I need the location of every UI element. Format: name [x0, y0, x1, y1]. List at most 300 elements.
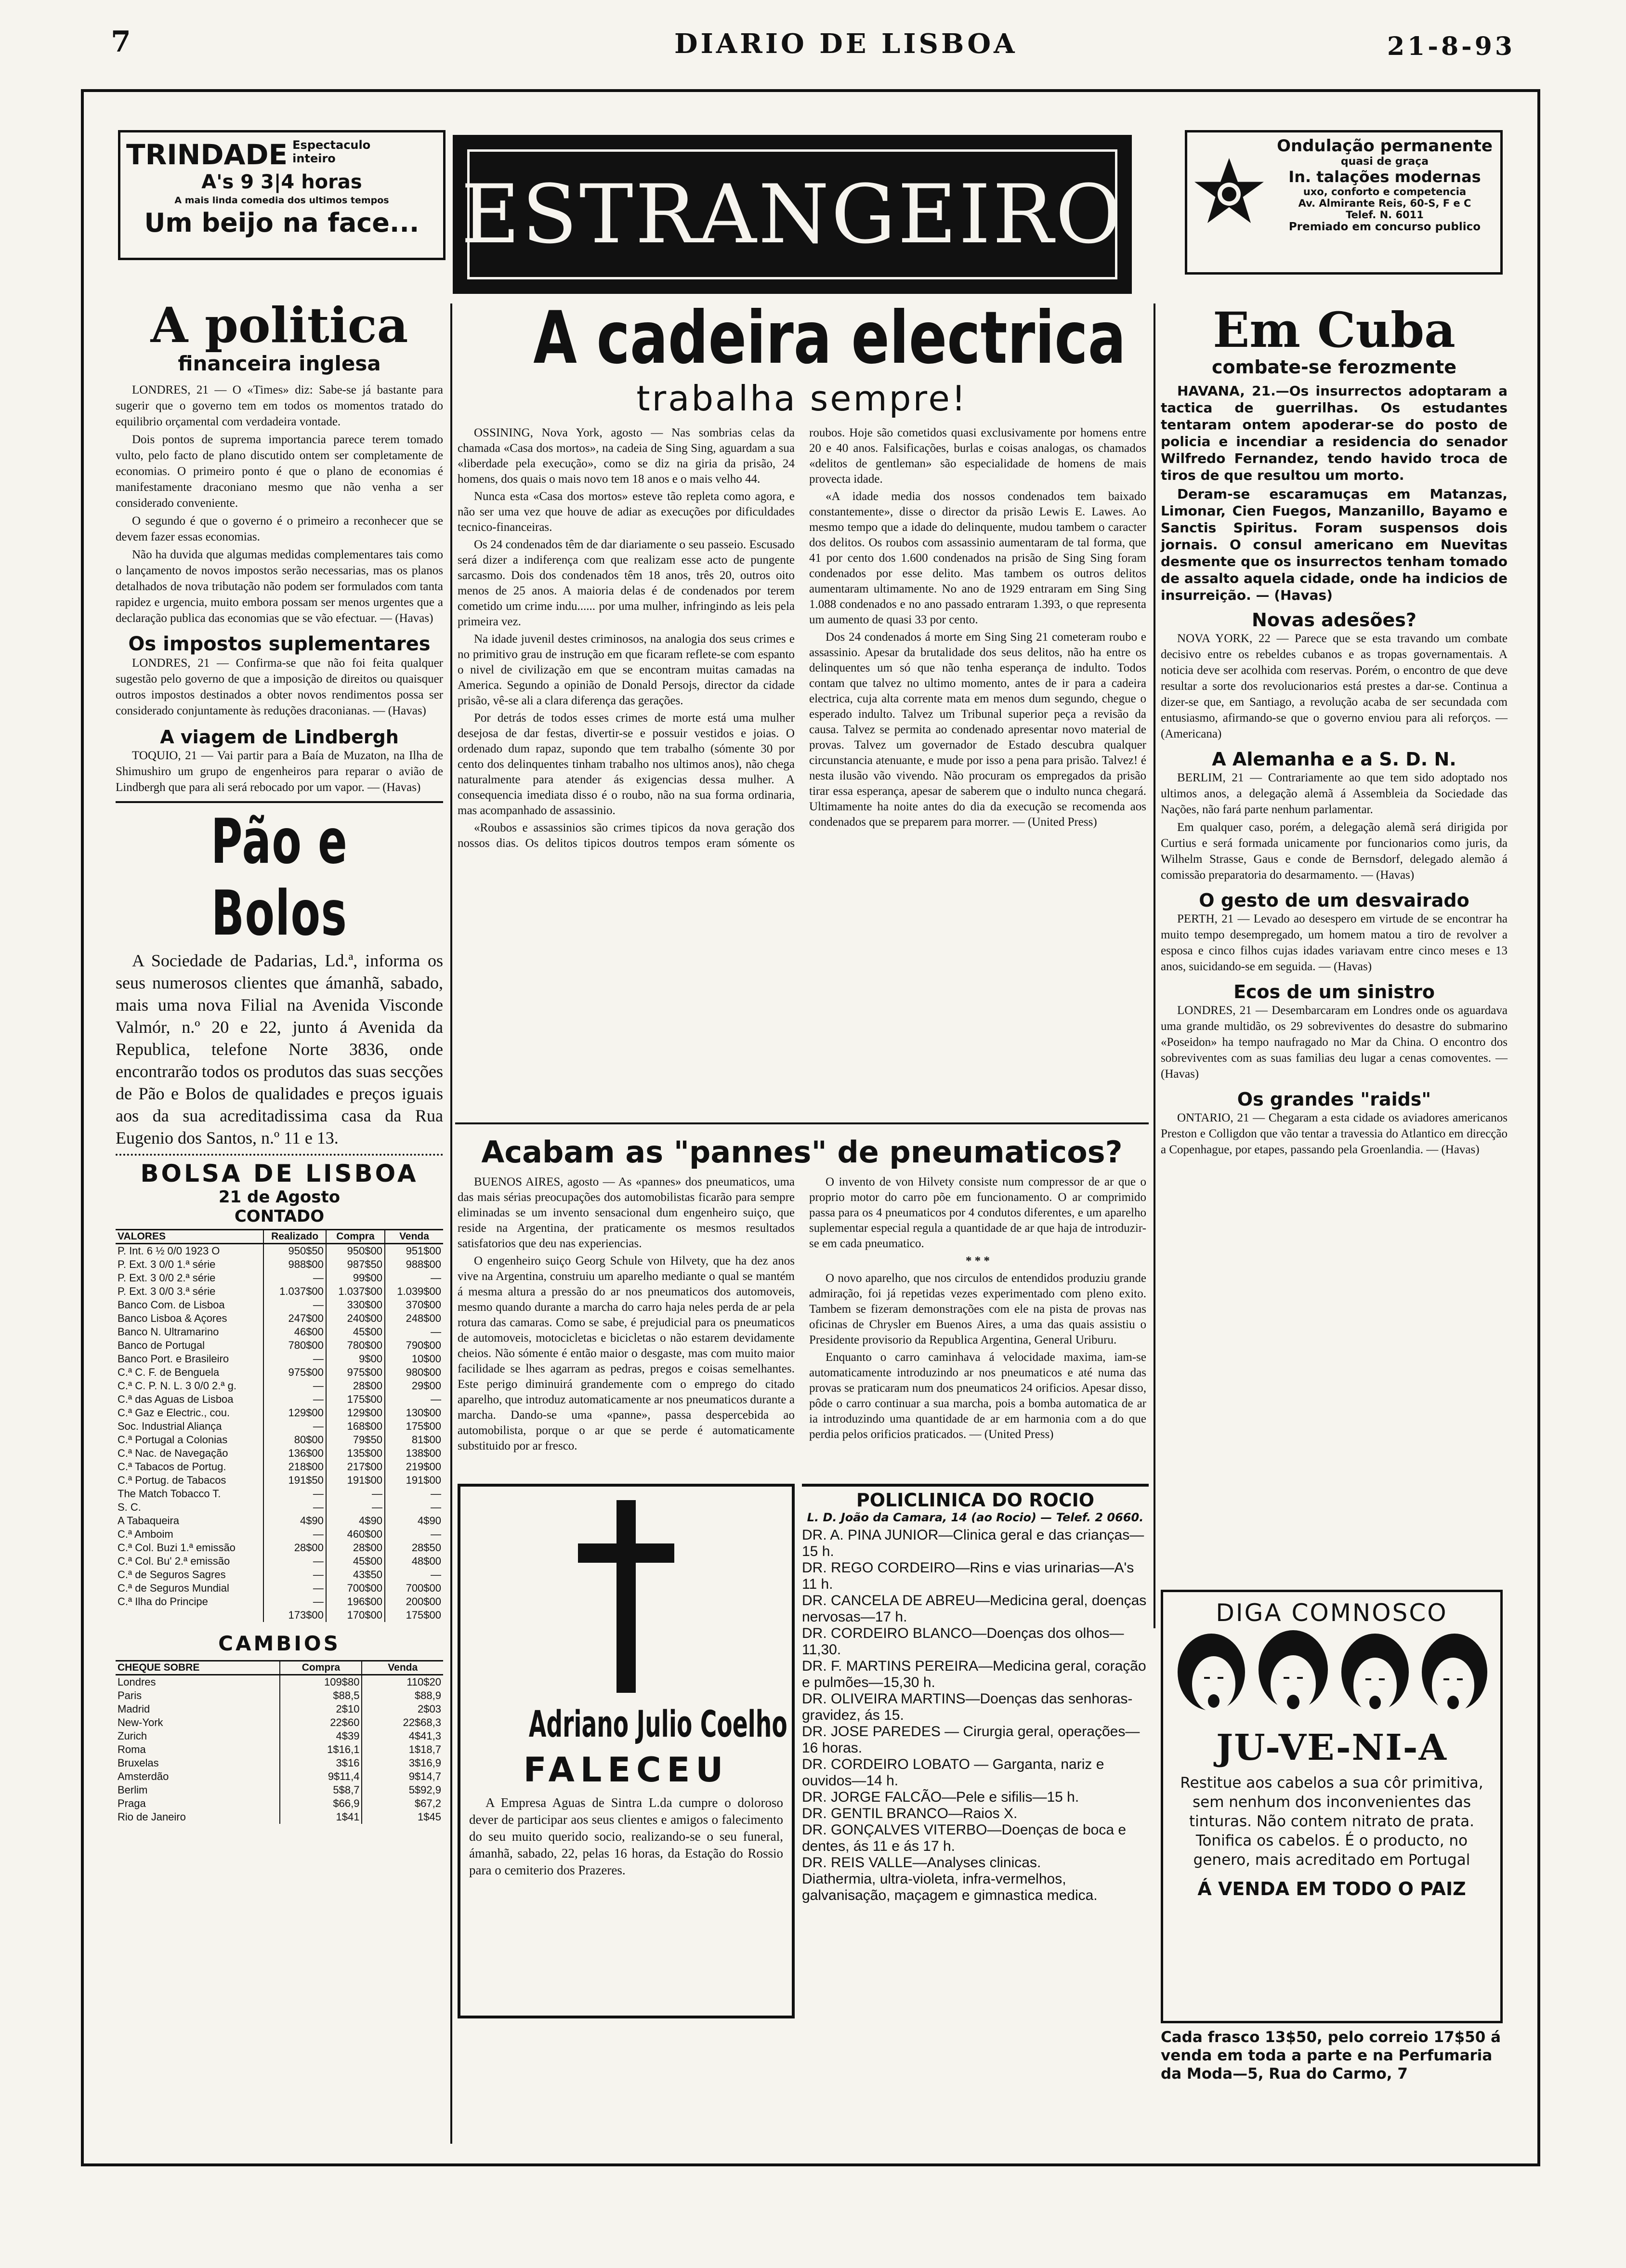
paragraph: LONDRES, 21 — O «Times» diz: Sabe-se já bastante para sugerir que o governo tem em todos os momentos tratado do equilibrio orçamental com verdadeira vontade. [116, 383, 443, 428]
table-cell: C.ª Amboim [118, 1528, 173, 1540]
column-rule [450, 303, 452, 2144]
singing-faces-illustration [1173, 1629, 1491, 1725]
table-row [116, 1366, 443, 1379]
list-item: DR. GONÇALVES VITERBO—Doenças de boca e dentes, ás 11 e ás 17 h. [802, 1822, 1127, 1854]
table-cell: $88,5 [280, 1689, 362, 1702]
table-row [116, 1339, 443, 1352]
table-row [116, 1582, 443, 1595]
policlinica-title: POLICLINICA DO ROCIO [856, 1490, 1095, 1511]
paragraph: O engenheiro suiço Georg Schule von Hilvety, que ha dez anos vive na Argentina, construiu um aparelho mediante o qual se mantém á mesma altura a pressão do ar nos pneumaticos dos automoveis, mesmo quando durante a marcha do carro haja neles perda de ar pela rotura das camaras. Como se sabe, é prejudicial para os pneumaticos de automoveis, motocicletas e bicicletas o não estarem devidamente cheios. Não sómente é então maior o desgaste, mas com muito maior facilidade se lhes agarram as pedras, pregos e coisas semelhantes. Este perigo diminuirá grandemente com o emprego do citado aparelho, que introduz automaticamente ar nos pneumaticos durante a marcha. Dando-se uma «panne», passa despercebida ao automobilista, porque o ar que se perde é automaticamente substituido por ar fresco. [458, 1254, 795, 1452]
table-cell: — [385, 1393, 443, 1406]
list-item: DR. JORGE FALCÃO—Pele e sifilis—15 h. [802, 1789, 1079, 1805]
table-cell: $88,9 [362, 1689, 443, 1702]
ad-ondulacao-title: Ondulação permanente [1277, 136, 1493, 156]
table-cell: 790$00 [385, 1339, 443, 1352]
table-cell: 110$20 [362, 1675, 443, 1689]
table-cell: — [263, 1582, 326, 1595]
table-row [116, 1743, 443, 1756]
star-emblem-icon [1193, 157, 1265, 229]
table-cell: 950$00 [326, 1244, 385, 1258]
ad-line: uxo, conforto e competencia [1303, 186, 1467, 198]
table-cell: Rio de Janeiro [118, 1811, 186, 1823]
table-cell: P. Int. 6 ½ 0/0 1923 O [118, 1245, 220, 1257]
table-cell: Banco Lisboa & Açores [118, 1312, 227, 1324]
table-cell: P. Ext. 3 0/0 1.ª série [118, 1258, 216, 1270]
table-cell: Soc. Industrial Aliança [118, 1420, 222, 1432]
table-cell: 330$00 [326, 1298, 385, 1312]
table-cell: C.ª Ilha do Principe [118, 1596, 208, 1608]
table-cell: 43$50 [326, 1568, 385, 1582]
table-row [116, 1756, 443, 1770]
table-cell: — [263, 1352, 326, 1366]
paragraph: NOVA YORK, 22 — Parece que se esta travando um combate decisivo entre os rebeldes cubanos e as tropas governamentais. A noticia deve ser acolhida com reservas. Porém, o encontro de que deve resultar a sorte dos revolucionarios está prestes a dar-se. Continua a dizer-se que, em Santiago, a revolução acaba de ser secundada com entusiasmo, afirmando-se que o governo enviou para ali reforços. — (Americana) [1161, 632, 1508, 740]
table-cell: 46$00 [263, 1325, 326, 1339]
table-cell: 1$18,7 [362, 1743, 443, 1756]
paragraph: O invento de von Hilvety consiste num compressor de ar que o proprio motor do carro põe em funcionamento. O ar comprimido passa para os 4 pneumaticos por 4 condutos diferentes, e um aparelho suplementar especial regula a quantidade de ar que haja de introduzir-se em cada pneumatico. [809, 1175, 1146, 1250]
ad-line: quasi de graça [1340, 156, 1429, 168]
ad-tagline: A mais linda comedia dos ultimos tempos [174, 195, 389, 206]
table-cell: 28$00 [326, 1379, 385, 1393]
list-item: DR. GENTIL BRANCO—Raios X. [802, 1806, 1018, 1821]
table-cell: 200$00 [385, 1595, 443, 1609]
table-cell: 700$00 [326, 1582, 385, 1595]
paragraph: «Roubos e assassinios são crimes tipicos da nova geração dos nossos dias. Os delitos tipicos doutros tempos eram sómente os roubos. Hoje são cometidos quasi exclusivamente por homens entre 20 e 40 anos. Falsificações, burlas e coisas analogas, os chamados «delitos de gentleman» são especialidade de homens de mais provecta idade. [458, 426, 1146, 850]
table-row [116, 1406, 443, 1420]
table-cell: 950$50 [263, 1244, 326, 1258]
table-row [116, 1555, 443, 1568]
table-cell: — [263, 1379, 326, 1393]
table-cell: 240$00 [326, 1312, 385, 1325]
policlinica-address: L. D. João da Camara, 14 (ao Rocio) — Telef. 2 0660. [807, 1511, 1144, 1524]
paragraph: BERLIM, 21 — Contrariamente ao que tem sido adoptado nos ultimos anos, a delegação alemã á Assembleia da Sociedade das Nações, não fará parte nenhum parlamentar. [1161, 771, 1508, 816]
table-row [116, 1244, 443, 1258]
table-cell: — [263, 1271, 326, 1285]
table-cell: Banco de Portugal [118, 1339, 205, 1351]
list-item: DR. CANCELA DE ABREU—Medicina geral, doenças nervosas—17 h. [802, 1593, 1147, 1625]
list-item: DR. JOSE PAREDES — Cirurgia geral, operações—16 horas. [802, 1724, 1140, 1756]
table-cell: 99$00 [326, 1271, 385, 1285]
table-cell: C.ª de Seguros Mundial [118, 1582, 229, 1594]
table-cell: 129$00 [326, 1406, 385, 1420]
table-cell: C.ª Portug. de Tabacos [118, 1474, 226, 1486]
cadeira-body [458, 425, 1146, 1100]
table-cell: P. Ext. 3 0/0 3.ª série [118, 1285, 216, 1297]
paragraph: Os 24 condenados têm de dar diariamente o seu passeio. Escusado será dizer a indiferença com que realizam esse acto de pungente sarcasmo. Dois dos condenados têm 18 anos, três 20, outros oito menos de 25 anos. A maioria delas é de condenados por terem cometido um crime indu...... por uma mulher, infringindo as leis pela primeira vez. [458, 538, 795, 628]
table-cell: 3$16 [280, 1756, 362, 1770]
table-cell: 28$50 [385, 1541, 443, 1555]
table-cell: 28$00 [326, 1541, 385, 1555]
ad-line: Premiado em concurso publico [1288, 221, 1481, 233]
table-cell: — [263, 1393, 326, 1406]
table-cell: Banco Port. e Brasileiro [118, 1353, 229, 1365]
cuba-subtitle: combate-se ferozmente [1211, 356, 1457, 378]
table-cell: 129$00 [263, 1406, 326, 1420]
paragraph: A Sociedade de Padarias, Ld.ª, informa os seus numerosos clientes que ámanhã, sabado, mais uma nova Filial na Avenida Visconde Valmór, n.º 20 e 22, junto á Avenida da Republica, telefone Norte 3836, onde encontrarão todos os produtos das suas secções de Pão e Bolos de qualidades e preços iguais aos da sua acreditadissima casa da Rua Eugenio dos Santos, n.º 11 e 13. [116, 951, 443, 1147]
table-cell: — [385, 1501, 443, 1514]
ad-line: In. talações modernas [1288, 168, 1481, 186]
table-cell: C.ª das Aguas de Lisboa [118, 1393, 234, 1405]
paragraph: * * * [966, 1254, 990, 1267]
ad-juvenia [1161, 1590, 1503, 2023]
table-cell: 4$39 [280, 1729, 362, 1743]
pao-bolos-headline: Pão e Bolos [210, 806, 348, 949]
table-cell: 136$00 [263, 1447, 326, 1460]
table-cell: 45$00 [326, 1555, 385, 1568]
table-cell: C.ª de Seguros Sagres [118, 1569, 226, 1581]
impostos-headline: Os impostos suplementares [128, 633, 431, 655]
funeral-notice [458, 1484, 795, 2018]
table-cell: 987$50 [326, 1258, 385, 1271]
table-cell: 975$00 [326, 1366, 385, 1379]
ad-theatre-name: TRINDADE [126, 138, 288, 171]
table-row [116, 1433, 443, 1447]
table-row [116, 1568, 443, 1582]
cuba-body [1161, 382, 1508, 604]
table-cell: 22$68,3 [362, 1716, 443, 1729]
table-cell: 168$00 [326, 1420, 385, 1433]
cadeira-subtitle: trabalha sempre! [636, 378, 968, 419]
table-cell: 1$45 [362, 1810, 443, 1824]
paragraph: A Empresa Aguas de Sintra L.da cumpre o doloroso dever de participar aos seus clientes e amigos o falecimento do seu muito querido socio, realizando-se o seu funeral, ámanhã, sabado, 22, pelas 16 horas, da Estação do Rossio para o cemiterio dos Prazeres. [469, 1795, 783, 1877]
politica-subtitle: financeira inglesa [178, 352, 381, 375]
section-title: ESTRANGEIRO [460, 167, 1124, 262]
desvairado-headline: O gesto de um desvairado [1199, 890, 1469, 911]
paragraph: HAVANA, 21.—Os insurrectos adoptaram a tactica de guerrilhas. Os estudantes tentaram ontem apoderar-se do posto de policia e incendiar a residencia do senador Wilfredo Fernandez, tendo havido troca de tiros de que resultou um morto. [1161, 383, 1508, 483]
table-cell: 173$00 [263, 1609, 326, 1622]
cuba-headline: Em Cuba [1213, 302, 1456, 358]
bolsa-title: BOLSA DE LISBOA [140, 1160, 419, 1187]
table-cell: 2$03 [362, 1702, 443, 1716]
table-cell: 780$00 [263, 1339, 326, 1352]
table-row [116, 1729, 443, 1743]
table-cell: 370$00 [385, 1298, 443, 1312]
table-cell: 138$00 [385, 1447, 443, 1460]
paragraph: O novo aparelho, que nos circulos de entendidos produziu grande admiração, foi já repetidas vezes experimentado com pleno exito. Tambem se fizeram demonstrações com ele na pista de provas nas oficinas de Chrysler em Buenos Aires, a uma das quais assistiu o Presidente provisorio da Republica Argentina, General Uriburu. [809, 1272, 1146, 1346]
ad-ondulacao [1185, 130, 1503, 275]
table-row [116, 1716, 443, 1729]
table-row [116, 1393, 443, 1406]
cross-icon [573, 1500, 679, 1693]
table-cell: — [326, 1501, 385, 1514]
table-header: Venda [385, 1230, 443, 1244]
table-cell: 4$90 [385, 1514, 443, 1528]
table-cell: C.ª Nac. de Navegação [118, 1447, 228, 1459]
table-row [116, 1447, 443, 1460]
table-row [116, 1702, 443, 1716]
table-cell: — [385, 1528, 443, 1541]
table-cell: 9$11,4 [280, 1770, 362, 1783]
table-cell: 951$00 [385, 1244, 443, 1258]
table-row [116, 1675, 443, 1689]
table-cell: $67,2 [362, 1797, 443, 1810]
raids-headline: Os grandes "raids" [1237, 1089, 1431, 1110]
table-cell: 1.037$00 [326, 1285, 385, 1298]
table-header: CHEQUE SOBRE [116, 1661, 280, 1675]
juvenia-sale: Á VENDA EM TODO O PAIZ [1197, 1878, 1466, 1899]
paragraph: LONDRES, 21 — Desembarcaram em Londres onde os aguardava uma grande multidão, os 29 sobreviventes do desastre do submarino «Poseidon» ha tempo naufragado no Mar da China. O encontro dos sobreviventes com as suas familias deu lugar a cenas comoventes. — (Havas) [1161, 1004, 1508, 1081]
politica-headline: A politica [150, 297, 408, 354]
table-cell: 4$90 [326, 1514, 385, 1528]
table-row [116, 1258, 443, 1271]
ad-trindade [118, 130, 446, 260]
table-cell: 247$00 [263, 1312, 326, 1325]
table-cell: 217$00 [326, 1460, 385, 1474]
table-cell: C.ª C. F. de Benguela [118, 1366, 220, 1378]
table-cell: 1.039$00 [385, 1285, 443, 1298]
table-header: Compra [280, 1661, 362, 1675]
bolsa-subtitle: CONTADO [234, 1207, 325, 1226]
table-cell: 4$41,3 [362, 1729, 443, 1743]
table-row [116, 1325, 443, 1339]
table-cell: 975$00 [263, 1366, 326, 1379]
table-cell: 3$16,9 [362, 1756, 443, 1770]
section-rule [455, 1122, 1149, 1124]
table-row [116, 1514, 443, 1528]
table-cell: 460$00 [326, 1528, 385, 1541]
table-header: Compra [326, 1230, 385, 1244]
table-row [116, 1501, 443, 1514]
table-cell: 980$00 [385, 1366, 443, 1379]
table-row [116, 1460, 443, 1474]
table-cell: 988$00 [263, 1258, 326, 1271]
table-cell: P. Ext. 3 0/0 2.ª série [118, 1272, 216, 1284]
table-cell: New-York [118, 1716, 163, 1728]
list-item: DR. CORDEIRO LOBATO — Garganta, nariz e ouvidos—14 h. [802, 1756, 1104, 1789]
table-cell: — [385, 1271, 443, 1285]
table-row [116, 1541, 443, 1555]
sinistro-headline: Ecos de um sinistro [1233, 981, 1435, 1002]
table-row [116, 1528, 443, 1541]
paragraph: O segundo é que o governo é o primeiro a reconhecer que se devem fazer essas economias. [116, 514, 443, 543]
table-cell: 191$00 [326, 1474, 385, 1487]
table-cell: A Tabaqueira [118, 1515, 180, 1527]
table-row [116, 1379, 443, 1393]
policlinica-ad [802, 1484, 1149, 1904]
table-row [116, 1810, 443, 1824]
table-row [116, 1487, 443, 1501]
list-item: DR. REIS VALLE—Analyses clinicas. [802, 1855, 1041, 1871]
table-cell: — [263, 1298, 326, 1312]
juvenia-text: Restitue aos cabelos a sua côr primitiva, sem nenhum dos inconvenientes das tinturas. Não contem nitrato de prata. Tonifica os cabelos. É o producto, no genero, mais acreditado em Portugal [1180, 1774, 1483, 1869]
table-row [116, 1797, 443, 1810]
table-cell: 2$10 [280, 1702, 362, 1716]
table-cell: Amsterdão [118, 1770, 169, 1782]
table-cell: 1$41 [280, 1810, 362, 1824]
table-cell: Banco Com. de Lisboa [118, 1299, 225, 1311]
table-cell: 81$00 [385, 1433, 443, 1447]
table-cell: Praga [118, 1797, 146, 1809]
list-item: DR. REGO CORDEIRO—Rins e vias urinarias—A's 11 h. [802, 1560, 1134, 1592]
juvenia-slogan: DIGA COMNOSCO [1216, 1599, 1448, 1627]
table-cell: 175$00 [385, 1609, 443, 1622]
table-row [116, 1285, 443, 1298]
table-cell: 4$90 [263, 1514, 326, 1528]
juvenia-price: Cada frasco 13$50, pelo correio 17$50 á venda em toda a parte e na Perfumaria da Moda—5, Rua do Carmo, 7 [1161, 2029, 1501, 2083]
table-cell: — [263, 1501, 326, 1514]
list-item: Diathermia, ultra-violeta, infra-vermelhos, galvanisação, maçagem e gimnastica medica. [802, 1871, 1098, 1903]
table-cell: — [385, 1325, 443, 1339]
ad-time: A's 9 3|4 horas [201, 171, 362, 193]
table-cell: Berlim [118, 1784, 148, 1796]
table-cell: 29$00 [385, 1379, 443, 1393]
table-cell: C.ª C. P. N. L. 3 0/0 2.ª g. [118, 1380, 236, 1392]
paragraph: TOQUIO, 21 — Vai partir para a Baía de Muzaton, na Ilha de Shimushiro um grupo de engenheiros para reparar o avião de Lindbergh que para ali será rebocado por um vapor. — (Havas) [116, 749, 443, 794]
paragraph: ONTARIO, 21 — Chegaram a esta cidade os aviadores americanos Preston e Colligdon que vão tentar a travessia do Atlantico em direcção a Copenhague, por etapes, passando pela Groenlandia. — (Havas) [1161, 1111, 1508, 1156]
ad-play-title: Um beijo na face... [144, 208, 420, 238]
right-column [1161, 303, 1508, 1160]
table-cell: Zurich [118, 1730, 147, 1742]
table-header: VALORES [116, 1230, 263, 1244]
table-cell: The Match Tobacco T. [118, 1488, 221, 1500]
table-cell: 191$50 [263, 1474, 326, 1487]
table-cell: Bruxelas [118, 1757, 159, 1769]
paragraph: Por detrás de todos esses crimes de morte está uma mulher desejosa de dar festas, divertir-se e possuir vestidos e joias. O ordenado dum rapaz, supondo que tem trabalho (sómente 30 por cento dos delinquentes tinham trabalho nos ultimos anos), não chega naturalmente para atender ás exigencias dessa mulher. A consequencia imediata disso é o roubo, não na sua forma ordinaria, mas acompanhado de assassinio. [458, 712, 795, 817]
table-cell: Madrid [118, 1703, 150, 1715]
table-cell: $66,9 [280, 1797, 362, 1810]
table-cell: C.ª Tabacos de Portug. [118, 1461, 226, 1473]
paragraph: BUENOS AIRES, agosto — As «pannes» dos pneumaticos, uma das mais sérias preocupações dos automobilistas ficarão para sempre eliminadas se um invento sensacional dum engenheiro suiço, que reside na Argentina, der praticamente os mesmos resultados satisfatorios que deu nas experiencias. [458, 1175, 795, 1250]
table-cell: 218$00 [263, 1460, 326, 1474]
ad-line: Telef. N. 6011 [1346, 209, 1424, 221]
table-row [116, 1271, 443, 1285]
list-item: DR. A. PINA JUNIOR—Clinica geral e das crianças—15 h. [802, 1527, 1144, 1559]
table-cell: 45$00 [326, 1325, 385, 1339]
table-cell: 135$00 [326, 1447, 385, 1460]
table-row [116, 1609, 443, 1622]
cambios-title: CAMBIOS [218, 1632, 341, 1655]
adesoes-headline: Novas adesões? [1252, 609, 1416, 631]
table-cell: — [263, 1555, 326, 1568]
table-row [116, 1595, 443, 1609]
ad-show-type: Espectaculo inteiro [292, 138, 371, 165]
table-cell: 80$00 [263, 1433, 326, 1447]
table-cell: — [385, 1487, 443, 1501]
left-column [116, 299, 443, 1824]
lindbergh-headline: A viagem de Lindbergh [160, 726, 399, 748]
paragraph: Deram-se escaramuças em Matanzas, Limonar, Cien Fuegos, Manzanillo, Bayamo e Sanctis Spiritus. Foram suspensos dois jornais. O consul americano em Nuevitas desmente que os insurrectos tenham tomado de assalto aquela cidade, onde ha indicios de insurreição. — (Havas) [1161, 486, 1508, 603]
table-cell: 1$16,1 [280, 1743, 362, 1756]
table-row [116, 1312, 443, 1325]
pannes-headline: Acabam as "pannes" de pneumaticos? [481, 1134, 1123, 1170]
table-cell: — [263, 1568, 326, 1582]
table-cell: — [385, 1568, 443, 1582]
table-cell: Banco N. Ultramarino [118, 1326, 219, 1338]
paragraph: Enquanto o carro caminhava á velocidade maxima, iam-se automaticamente introduzindo ar nos pneumaticos e até numa das provas se praticaram num dos pneumaticos 24 orificios. Apesar disso, pôde o carro continuar a sua marcha, pois a bomba automatica de ar ia introduzindo uma quantidade de ar em harmonia com a do que perdia pelos orificios praticados. — (United Press) [809, 1351, 1146, 1441]
table-cell: 191$00 [385, 1474, 443, 1487]
alemanha-headline: A Alemanha e a S. D. N. [1212, 749, 1456, 770]
column-rule [1154, 303, 1155, 1628]
paragraph: Nunca esta «Casa dos mortos» esteve tão repleta como agora, e não ser uma vez que houve de adiar as execuções por dificuldades tecnico-financeiras. [458, 490, 795, 534]
cambios-table [116, 1660, 443, 1824]
issue-date: 21-8-93 [1387, 32, 1516, 61]
table-cell: C.ª Gaz e Electric., cou. [118, 1407, 230, 1419]
paper-name: DIARIO DE LISBOA [674, 28, 1018, 60]
politica-body [116, 382, 443, 626]
table-cell: C.ª Portugal a Colonias [118, 1434, 228, 1446]
paragraph: PERTH, 21 — Levado ao desespero em virtude de se encontrar ha muito tempo desempregado, um homem matou a tiro de revolver a esposa e cinco filhos cujas idades variavam entre cinco meses e 13 anos, suicidando-se em seguida. — (Havas) [1161, 912, 1508, 973]
list-item: DR. F. MARTINS PEREIRA—Medicina geral, coração e pulmões—15,30 h. [802, 1658, 1146, 1690]
table-row [116, 1770, 443, 1783]
table-row [116, 1420, 443, 1433]
table-cell: 248$00 [385, 1312, 443, 1325]
table-cell: 10$00 [385, 1352, 443, 1366]
paragraph: «A idade media dos nossos condenados tem baixado constantemente», disse o director da prisão Lewis E. Lawes. Ao mesmo tempo que a idade do delinquente, mudou tambem o caracter dos delitos. Os roubos com assassinio aumentaram de tal forma, que 41 por cento dos 1.600 condenados na prisão de Sing Sing foram condenados por esse delito. Mas tambem os outros delitos aumentaram ultimamente. No ano de 1929 entraram em Sing Sing 1.088 condenados e no ano passado entraram 1.393, o que representa um aumento de quasi 33 por cento. [809, 490, 1146, 626]
table-row [116, 1783, 443, 1797]
table-cell: — [263, 1420, 326, 1433]
table-cell: 219$00 [385, 1460, 443, 1474]
table-cell: C.ª Col. Bu' 2.ª emissão [118, 1555, 230, 1567]
table-cell: 79$50 [326, 1433, 385, 1447]
table-cell: 130$00 [385, 1406, 443, 1420]
table-cell: 9$14,7 [362, 1770, 443, 1783]
table-header: Realizado [263, 1230, 326, 1244]
list-item: DR. OLIVEIRA MARTINS—Doenças das senhoras-gravidez, ás 15. [802, 1691, 1133, 1723]
page-number: 7 [111, 25, 134, 59]
list-item: DR. CORDEIRO BLANCO—Doenças dos olhos—11,30. [802, 1625, 1124, 1658]
paragraph: Na idade juvenil destes criminosos, na analogia dos seus crimes e no primitivo grau de instrução em que ficaram reflete-se com espanto o nivel de civilização em que se encontram muitas camadas na America. Segundo a opinião de Donald Persojs, director da cidade prisão, vê-se ali a clara diferença das gerações. [458, 633, 795, 707]
paragraph: Não ha duvida que algumas medidas complementares tais como o lançamento de novos impostos serão necessarias, mas os planos detalhados de nova tributação não podem ser formulados com tanta rapidez e urgencia, muito embora possam ser menos urgentes que a declaração publica das economias que se vão efectuar. — (Havas) [116, 548, 443, 625]
paragraph: Em qualquer caso, porém, a delegação alemã será dirigida por Curtius e será formada unicamente por funcionarios como juris, da Wilhelm Strasse, Gaus e conde de Bernsdorf, delegado alemão á comissão preparatoria do desarmamento. — (Havas) [1161, 821, 1508, 882]
paragraph: Dos 24 condenados á morte em Sing Sing 21 cometeram roubo e assassinio. Apesar da brutalidade dos seus delitos, não ha entre os delinquentes um só que não tenha esperança de indulto. Todos contam que talvez no ultimo momento, antes de ir para a cadeira electrica, cuja alta corrente mata em menos dum segundo, chegue o esperado indulto. Talvez um Tribunal superior peça a revisão da causa. Talvez se permita ao condenado apresentar novo material de provas. Talvez um governador de Estado descubra qualquer circunstancia atenuante, e mude por isso a pena para prisão. Talvez! é nesta ilusão vão vivendo. Não procuram os empregados da prisão tirar essa esperança, apesar de saberem que o indulto nunca chegará. Ultimamente ha noite antes do dia da execução se recomenda aos condenados que se preparem para morrer. — (United Press) [809, 631, 1146, 829]
funeral-status: FALECEU [523, 1750, 729, 1790]
table-cell: 22$60 [280, 1716, 362, 1729]
table-cell: — [326, 1487, 385, 1501]
table-cell: 175$00 [385, 1420, 443, 1433]
table-cell: 170$00 [326, 1609, 385, 1622]
pannes-body [458, 1174, 1146, 1512]
table-row [116, 1352, 443, 1366]
paragraph: OSSINING, Nova York, agosto — Nas sombrias celas da chamada «Casa dos mortos», na cadeia de Sing Sing, aguardam a sua «liberdade pela execução», como se diz na giria da prisão, 24 homens, dos quais o mais novo tem 18 anos e o mais velho 44. [458, 426, 795, 486]
table-row [116, 1474, 443, 1487]
bolsa-table [116, 1229, 443, 1622]
ad-line: Av. Almirante Reis, 60-S, F e C [1298, 198, 1471, 209]
table-cell: S. C. [118, 1501, 141, 1513]
table-cell: 109$80 [280, 1675, 362, 1689]
table-row [116, 1689, 443, 1702]
table-cell: 780$00 [326, 1339, 385, 1352]
table-cell: — [263, 1528, 326, 1541]
table-cell: 5$8,7 [280, 1783, 362, 1797]
deceased-name: Adriano Julio Coelho [528, 1702, 787, 1745]
table-cell: — [263, 1595, 326, 1609]
table-cell: Londres [118, 1676, 156, 1688]
table-cell: 9$00 [326, 1352, 385, 1366]
juvenia-brand: JU-VE-NI-A [1216, 1727, 1447, 1768]
pannes-article [458, 1134, 1146, 1512]
paragraph: Dois pontos de suprema importancia parece terem tomado vulto, pelo facto de plano discutido ontem ser completamente de economias. O primeiro ponto é que o plano de economias é manifestamente draconiano mesmo que não venha a ser considerado conveniente. [116, 433, 443, 510]
table-cell: 988$00 [385, 1258, 443, 1271]
table-cell: 196$00 [326, 1595, 385, 1609]
table-cell: 5$92,9 [362, 1783, 443, 1797]
table-cell: — [263, 1487, 326, 1501]
table-cell: C.ª Col. Buzi 1.ª emissão [118, 1542, 236, 1554]
table-row [116, 1298, 443, 1312]
section-banner [453, 135, 1132, 294]
table-cell: 48$00 [385, 1555, 443, 1568]
table-cell: 175$00 [326, 1393, 385, 1406]
table-cell: 1.037$00 [263, 1285, 326, 1298]
table-cell [116, 1609, 263, 1622]
table-cell: 700$00 [385, 1582, 443, 1595]
bolsa-date: 21 de Agosto [218, 1187, 341, 1207]
cadeira-headline: A cadeira electrica [533, 296, 1126, 380]
middle-column [458, 296, 1146, 1100]
table-cell: Paris [118, 1689, 142, 1701]
table-cell: Roma [118, 1743, 146, 1755]
table-header: Venda [362, 1661, 443, 1675]
paragraph: LONDRES, 21 — Confirma-se que não foi feita qualquer sugestão pelo governo de que a imposição de direitos ou quaisquer outros impostos destinados a obter novos rendimentos possa ser considerado conjuntamente às reduções draconianas. — (Havas) [116, 657, 443, 717]
table-cell: 28$00 [263, 1541, 326, 1555]
